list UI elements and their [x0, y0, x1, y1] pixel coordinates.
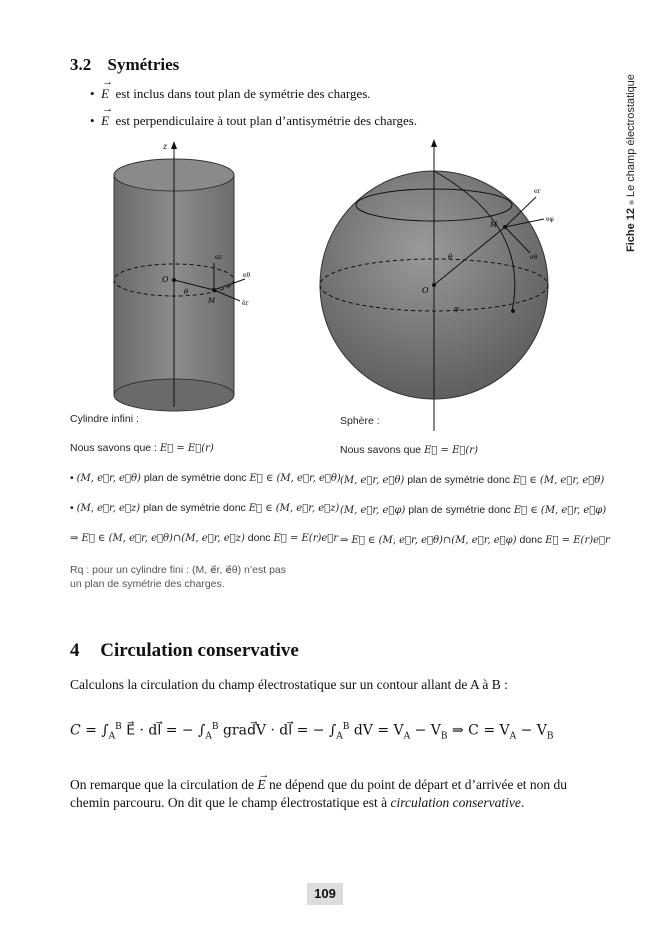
sphere-line3: (M, e⃗r, e⃗φ) plan de symétrie donc E⃗ ∈ (M, e⃗r, e⃗φ) — [340, 504, 607, 516]
circulation-formula: $C = \int_A^B$ E⃗ · dl⃗ = − $\int_A^B$ grad⃗V · dl⃗ = − $\int_A^B$ dV = $V_A - V_B$ ⇒ $C = V_A - V_B$ — [70, 722, 554, 742]
fiche-label: Fiche — [625, 223, 637, 252]
svg-text:er: er — [534, 188, 541, 195]
z-label: z — [163, 142, 168, 151]
section-heading — [70, 640, 299, 662]
bullet-item: • → E est perpendiculaire à tout plan d’antisymétrie des charges. — [90, 113, 417, 129]
svg-text:eθ: eθ — [530, 254, 538, 261]
section-number: 3.2 — [70, 55, 92, 74]
svg-text:O: O — [162, 275, 169, 284]
svg-text:M: M — [490, 221, 498, 229]
cylinder-line4: ⇒ E⃗ ∈ (M, e⃗r, e⃗θ)∩(M, e⃗r, e⃗z) donc E⃗ = E(r)e⃗r — [70, 532, 339, 544]
cylinder-figure — [114, 141, 251, 411]
remark: Rq : pour un cylindre fini : (M, e⃗r, e⃗θ) n’est pas un plan de symétrie des charges. — [70, 564, 287, 590]
intro-text: Calculons la circulation du champ électrostatique sur un contour allant de A à B : — [70, 677, 508, 692]
sphere-line1: Nous savons que E⃗ = E⃗(r) — [340, 444, 478, 456]
running-header — [597, 52, 637, 252]
arrow-icon — [171, 141, 177, 149]
bullet-item: • → E est inclus dans tout plan de symétrie des charges. — [90, 86, 371, 102]
cylinder-line3: • (M, e⃗r, e⃗z) plan de symétrie donc E⃗ ∈ (M, e⃗r, e⃗z) — [70, 502, 340, 514]
section-heading — [70, 55, 179, 75]
sphere-line2: (M, e⃗r, e⃗θ) plan de symétrie donc E⃗ ∈ (M, e⃗r, e⃗θ) — [340, 474, 605, 486]
svg-text:θ: θ — [448, 253, 453, 261]
chapter-title: Le champ électrostatique — [625, 74, 637, 197]
section-title: Circulation conservative — [100, 640, 299, 661]
svg-text:eφ: eφ — [546, 216, 554, 223]
conclusion-paragraph: On remarque que la circulation de → E ne dépend que du point de départ et d’arrivée et non du chemin parcouru. On dit que le champ électrostatique est à circulation conservative. — [70, 776, 590, 812]
page-number: 109 — [307, 883, 343, 905]
svg-text:M: M — [208, 297, 216, 305]
sphere-title: Sphère : — [340, 415, 380, 427]
svg-text:e̅r: e̅r — [242, 300, 249, 307]
svg-text:φ: φ — [454, 305, 459, 313]
arrow-icon — [431, 139, 437, 147]
svg-text:O: O — [422, 286, 429, 295]
section-number: 4 — [70, 640, 80, 661]
cylinder-line1: Nous savons que : E⃗ = E⃗(r) — [70, 442, 214, 454]
sphere-line4: ⇒ E⃗ ∈ (M, e⃗r, e⃗θ)∩(M, e⃗r, e⃗φ) donc E⃗ = E(r)e⃗r — [340, 534, 610, 546]
cylinder-line2: • (M, e⃗r, e⃗θ) plan de symétrie donc E⃗ ∈ (M, e⃗r, e⃗θ) — [70, 472, 341, 484]
symmetry-figure — [60, 135, 580, 435]
fiche-number: 12 — [625, 207, 637, 221]
sphere-figure — [320, 139, 554, 431]
svg-text:θ: θ — [184, 288, 189, 296]
separator: ■ — [627, 200, 636, 205]
cylinder-title: Cylindre infini : — [70, 413, 139, 425]
svg-text:eθ: eθ — [243, 272, 251, 279]
svg-text:ez: ez — [215, 254, 222, 261]
section-title: Symétries — [107, 55, 180, 74]
